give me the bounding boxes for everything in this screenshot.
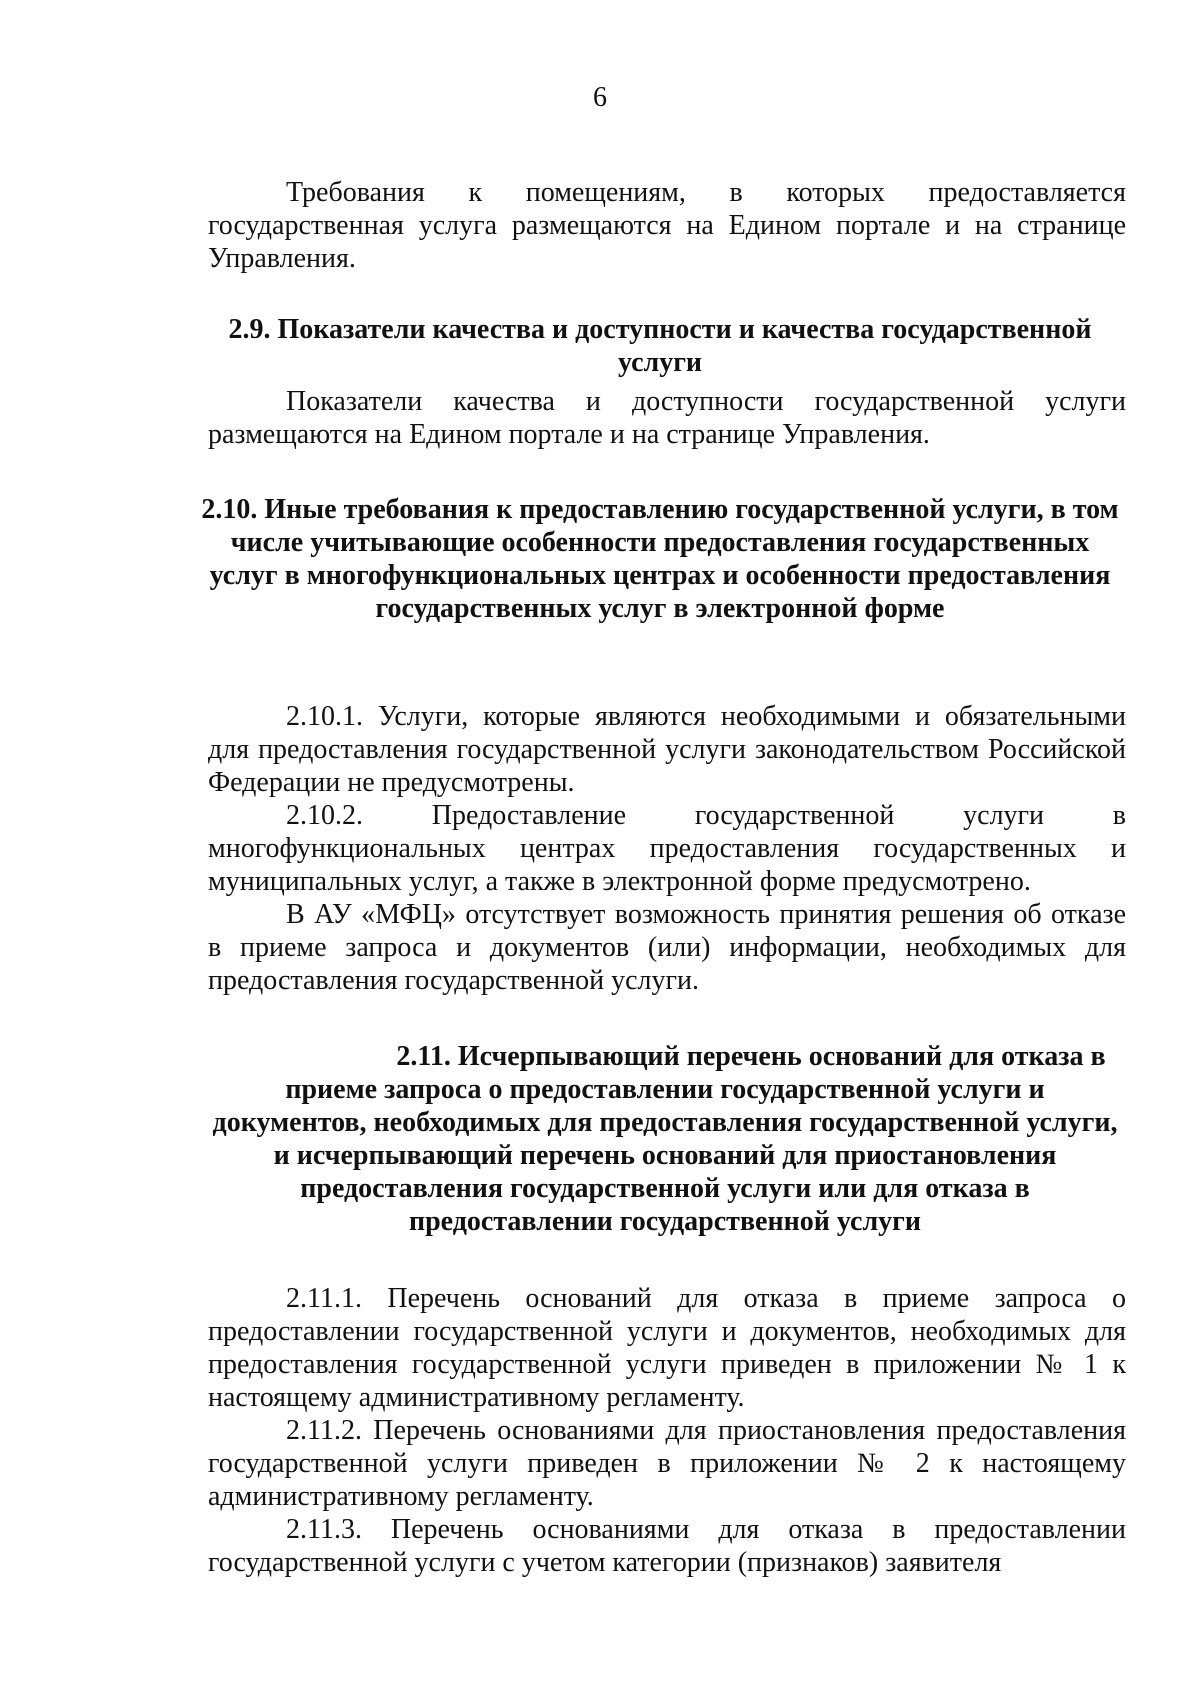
- heading-2-10: 2.10. Иные требования к предоставлению государственной услуги, в том числе учитывающие особенности предоставления государственных услуг в многофункциональных центрах и особенности предоставления государственных услуг в электронной форме: [201, 494, 1119, 624]
- heading-2-9: 2.9. Показатели качества и доступности и качества государственной услуги: [228, 314, 1092, 378]
- heading-2-11: 2.11. Исчерпывающий перечень оснований для отказа в приеме запроса о предоставлении государственной услуги и документов, необходимых для предоставления государственной услуги, и исчерпывающий перечень оснований для приостановления предоставления государственной услуги или для отказа в предоставлении государственной услуги: [212, 1041, 1118, 1237]
- paragraph-quality-indicators: Показатели качества и доступности государственной услуги размещаются на Едином портале и на странице Управления.: [208, 386, 1126, 450]
- paragraph-2-11-3: 2.11.3. Перечень основаниями для отказа в предоставлении государственной услуги с учетом категории (признаков) заявителя: [208, 1514, 1126, 1578]
- paragraph-2-11-2: 2.11.2. Перечень основаниями для приостановления предоставления государственной услуги приведен в приложении № 2 к настоящему административному регламенту.: [208, 1415, 1126, 1512]
- paragraph-2-10-2: 2.10.2. Предоставление государственной услуги в многофункциональных центрах предоставления государственных и муниципальных услуг, а также в электронной форме предусмотрено.: [208, 800, 1126, 897]
- paragraph-premises-requirements: Требования к помещениям, в которых предоставляется государственная услуга размещаются на Едином портале и на странице Управления.: [208, 177, 1126, 274]
- paragraph-2-10-1: 2.10.1. Услуги, которые являются необходимыми и обязательными для предоставления государственной услуги законодательством Российской Федерации не предусмотрены.: [208, 701, 1126, 798]
- paragraph-mfc: В АУ «МФЦ» отсутствует возможность принятия решения об отказе в приеме запроса и документов (или) информации, необходимых для предоставления государственной услуги.: [208, 899, 1126, 996]
- paragraph-2-11-1: 2.11.1. Перечень оснований для отказа в приеме запроса о предоставлении государственной услуги и документов, необходимых для предоставления государственной услуги приведен в приложении № 1 к настоящему административному регламенту.: [208, 1283, 1126, 1413]
- page-number: 6: [593, 82, 607, 113]
